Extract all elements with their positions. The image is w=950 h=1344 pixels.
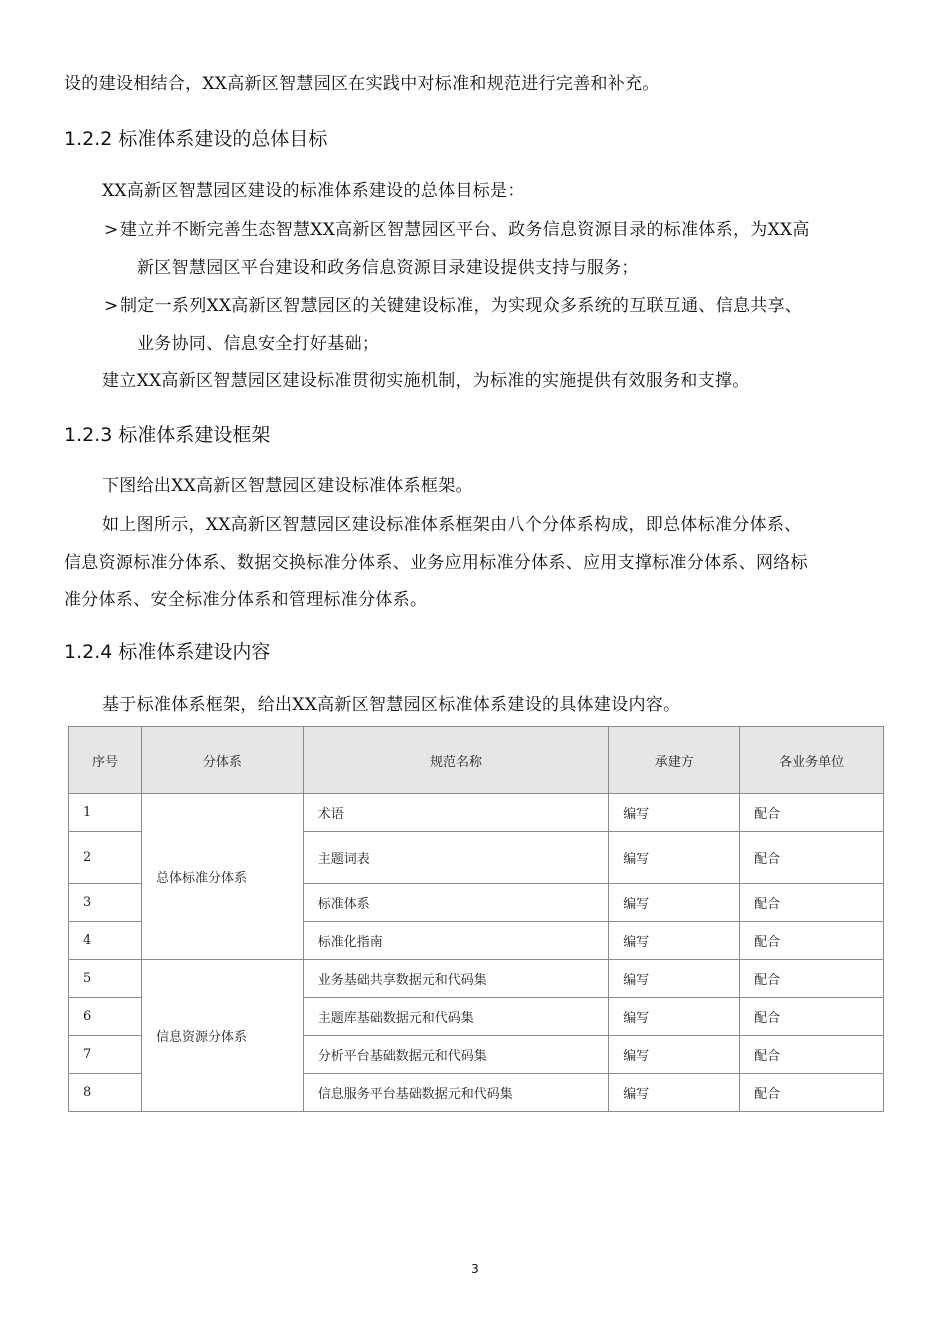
cell-spec-name: 主题库基础数据元和代码集 [303,998,609,1036]
column-header-subsystem: 分体系 [141,727,303,794]
cell-number: 6 [69,998,142,1036]
bullet-marker: > [104,220,119,240]
table-row [69,960,884,998]
framework-description-line: 信息资源标准分体系、数据交换标准分体系、业务应用标准分体系、应用支撑标准分体系、网络标 [64,553,808,573]
bullet-item [104,219,810,241]
cell-subsystem-group: 总体标准分体系 [141,794,303,960]
cell-number: 2 [69,832,142,884]
cell-business-unit: 配合 [740,794,884,832]
cell-number: 4 [69,922,142,960]
heading-1-2-2: 1.2.2 标准体系建设的总体目标 [64,128,328,150]
bullet-text: 制定一系列XX高新区智慧园区的关键建设标准，为实现众多系统的互联互通、信息共享、 [120,296,803,316]
framework-description-line: 准分体系、安全标准分体系和管理标准分体系。 [64,590,428,610]
cell-business-unit: 配合 [740,1036,884,1074]
cell-builder: 编写 [609,832,740,884]
cell-spec-name: 业务基础共享数据元和代码集 [303,960,609,998]
cell-business-unit: 配合 [740,832,884,884]
cell-number: 1 [69,794,142,832]
column-header-business-unit: 各业务单位 [740,727,884,794]
cell-spec-name: 术语 [303,794,609,832]
cell-spec-name: 标准化指南 [303,922,609,960]
bullet-text: 建立并不断完善生态智慧XX高新区智慧园区平台、政务信息资源目录的标准体系，为XX高 [120,220,810,240]
cell-business-unit: 配合 [740,960,884,998]
table-header-row [69,727,884,794]
goal-lead-paragraph: XX高新区智慧园区建设的标准体系建设的总体目标是： [102,181,525,201]
cell-spec-name: 分析平台基础数据元和代码集 [303,1036,609,1074]
framework-intro-paragraph: 下图给出XX高新区智慧园区建设标准体系框架。 [102,476,473,496]
cell-business-unit: 配合 [740,922,884,960]
column-header-builder: 承建方 [609,727,740,794]
content-intro-paragraph: 基于标准体系框架，给出XX高新区智慧园区标准体系建设的具体建设内容。 [102,695,681,715]
cell-builder: 编写 [609,884,740,922]
cell-builder: 编写 [609,922,740,960]
bullet-text-continued: 新区智慧园区平台建设和政务信息资源目录建设提供支持与服务； [137,258,639,278]
column-header-number: 序号 [69,727,142,794]
bullet-marker: > [104,296,119,316]
bullet-text-continued: 业务协同、信息安全打好基础； [137,334,380,354]
cell-builder: 编写 [609,1074,740,1112]
page-number: 3 [471,1262,479,1276]
cell-subsystem-group: 信息资源分体系 [141,960,303,1112]
standards-table [68,726,884,1112]
cell-builder: 编写 [609,998,740,1036]
cell-builder: 编写 [609,1036,740,1074]
heading-1-2-3: 1.2.3 标准体系建设框架 [64,424,271,446]
heading-1-2-4: 1.2.4 标准体系建设内容 [64,641,271,663]
framework-description-line: 如上图所示，XX高新区智慧园区建设标准体系框架由八个分体系构成，即总体标准分体系、 [102,515,802,535]
table-row [69,794,884,832]
cell-number: 7 [69,1036,142,1074]
cell-number: 3 [69,884,142,922]
cell-builder: 编写 [609,794,740,832]
intro-paragraph-end: 设的建设相结合，XX高新区智慧园区在实践中对标准和规范进行完善和补充。 [64,74,660,94]
cell-number: 5 [69,960,142,998]
goal-closing-paragraph: 建立XX高新区智慧园区建设标准贯彻实施机制，为标准的实施提供有效服务和支撑。 [102,371,750,391]
cell-business-unit: 配合 [740,1074,884,1112]
cell-spec-name: 信息服务平台基础数据元和代码集 [303,1074,609,1112]
cell-builder: 编写 [609,960,740,998]
cell-spec-name: 标准体系 [303,884,609,922]
cell-business-unit: 配合 [740,884,884,922]
column-header-spec-name: 规范名称 [303,727,609,794]
cell-number: 8 [69,1074,142,1112]
cell-spec-name: 主题词表 [303,832,609,884]
bullet-item [104,295,802,317]
cell-business-unit: 配合 [740,998,884,1036]
